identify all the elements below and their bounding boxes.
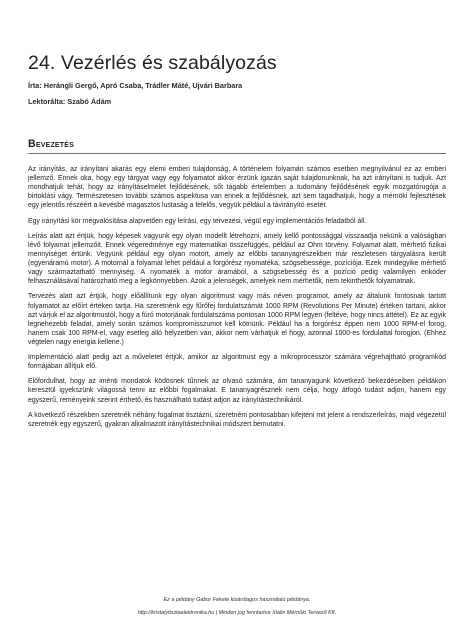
paragraph: Egy irányítási kör megvalósítása alapvetően egy leírási, egy tervezési, végül egy implementációs feladatból áll. [28,217,367,225]
paragraph: Előfordulhat, hogy az iménti mondatok ködösnek tűnnek az olvasó számára, ám tananyagunk következő bekezdéseiben példákon keresztül igyekszünk világossá tenni az előbbi fogalmakat. E tananyagrésznek nem célja, hogy átfogó tudást adjon, hanem egy egyszerű, reményeink szerint érthető, és használható tudást adjon az irányítástechnikáról. [28,378,446,404]
section-heading [28,138,74,150]
reviewer-line: Lektorálta: Szabó Ádám [28,97,112,106]
paragraph: Az irányítás, az irányítani akarás egy elemi emberi tulajdonság. A történelem folyamán számos esetben megnyilvánul ez az emberi jellemző. Ennek oka, hogy egy tárgyat vagy egy folyamatot akkor érzünk igazán saját tulajdonunknak, ha azt irányítani is tudjuk. Azt mondhatjuk tehát, hogy az irányításelmélet fejlődésének, sőt tágabb értelemben a tudomány fejlődésének egyik mozgatórugója a birtoklási vágy. Természetesen további számos aspektusa van ennek a fejlődésnek, azt sem tagadhatjuk, hogy a mérnöki fejlesztések egy jelentős részéért a kevésbé magasztos lustaság a felelős, vegyük például a távirányító esetét. [28,166,446,210]
chapter-title: 24. Vezérlés és szabályozás [28,52,277,74]
footer-license: Ez a példány Gábor Fekete kizárólagos használatú példánya. [163,597,311,603]
authors-line: Írta: Herángli Gergő, Apró Csaba, Trádler Máté, Ujvári Barbara [28,81,243,90]
paragraph: Leírás alatt azt értjük, hogy képesek vagyunk egy olyan modellt létrehozni, amely kellő pontossággal visszaadja nekünk a valóságban lévő folyamat jellemzőit. Ennek végeredménye egy matematikai összefüggés, például az Ohm törvény. Folyamat alatt, mérhető fizikai mennyiséget értünk. Vegyünk például egy olyan motort, amely az előbbi tananyagrészekben már részletesen tárgyalásra került (egyenáramú motor). A motornál a folyamat lehet például a forgórész nyomatéka, szögsebessége, pozíciója. Ezek mindegyike mérhető vagy származtatható mennyiség. A nyomaték a motor áramából, a szögsebesség és a pozíció pedig valamilyen enkóder felhasználásával határozható meg a legkönnyebben. Azok a jelenségek, amelyek nem mérhetők, nem tekinthetők folyamatnak. [28,232,446,286]
paragraph: Implementáció alatt pedig azt a műveletet értjük, amikor az algoritmust egy a mikroprocesszor számára végrehajtható programkód formájában állítjuk elő. [28,354,446,371]
paragraph: Tervezés alatt azt értjük, hogy előállítunk egy olyan algoritmust vagy más néven programot, amely az általunk fontosnak tartott folyamatot az előírt értéken tartja. Ha szeretnénk egy fűrőfej fordulatszámát 1000 RPM (Revolutions Per Minute) értéken tartani, akkor azt várjuk el az algoritmustól, hogy a fúró motorjának fordulatszáma pontosan 1000 RPM legyen (feltéve, hogy nincs áttétel). Ez az egyik legnehezebb feladat, amely során számos kompromisszumot kell kötnünk. Például ha a forgórész éppen nem 1000 RPM-el forog, hanem csak 100 RPM-el, vagy esetleg alló helyzetben van, akkor nem várhatjuk el hogy, azonnal 1000-es fordulattal forogjon. (Ehhez végtelen nagy energia kellene.) [28,293,446,346]
body-text [28,165,446,435]
footer-copyright: http://kristalytisztaelektronika.hu | Minden jog fenntartva Xtalin Mérnöki Tervező Kft. [137,610,337,616]
paragraph: A következő részekben szeretnék néhány fogalmat tisztázni, szeretném pontosabban kifejteni mit jelent a rendszerleírás, majd végezetül szeretnék egy egyszerű, gyakran alkalmazott irányítástechnikai módszert bemutatni. [28,411,446,428]
section-divider [28,153,446,154]
section-heading-text: Bevezetés [28,138,75,150]
